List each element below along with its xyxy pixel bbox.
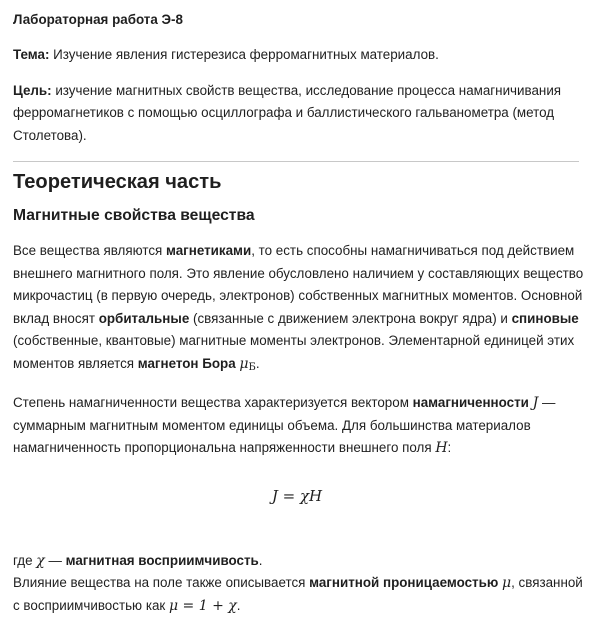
magnetics-paragraph <box>13 240 591 379</box>
topic-label: Тема: <box>13 47 50 62</box>
math-H-symbol: H <box>435 440 448 456</box>
theory-heading: Теоретическая часть <box>13 171 222 193</box>
text-run: Степень намагниченности вещества характеризуется вектором <box>13 395 413 410</box>
math-mu-subscript: Б <box>248 361 256 373</box>
term-spin: спиновые <box>511 310 579 326</box>
permeability-line <box>13 572 591 617</box>
goal-paragraph <box>13 80 591 148</box>
text-run: , связанной с восприимчивостью как <box>13 575 583 613</box>
text-run: . <box>258 552 263 568</box>
text-run: . <box>255 355 260 371</box>
topic-paragraph <box>13 44 591 67</box>
term-magnetization: намагниченности <box>412 395 529 410</box>
math-J-symbol: J <box>532 395 539 411</box>
text-run: (собственные, квантовые) магнитные моменты электронов. Элементарной единицей этих моментов является <box>13 333 575 371</box>
text-run: где <box>13 552 37 568</box>
term-bohr-magneton: магнетон Бора <box>137 355 236 371</box>
text-run: — суммарным магнитным моментом единицы объема. Для большинства материалов намагниченность пропорциональна напряженности внешнего поля <box>13 395 556 455</box>
goal-label: Цель: <box>13 82 52 98</box>
page-title: Лабораторная работа Э-8 <box>13 12 183 27</box>
formula-J-chi-H: J = χH <box>271 486 323 505</box>
magnetic-properties-heading: Магнитные свойства вещества <box>13 207 255 224</box>
math-mu-permeability: μ <box>502 575 512 591</box>
goal-text: изучение магнитных свойств вещества, исследование процесса намагничивания ферромагнетиков с помощью осциллографа и баллистического гальванометра (метод Столетова). <box>13 82 562 143</box>
text-run: Все вещества являются <box>13 243 166 258</box>
math-mu-symbol: μ <box>239 355 249 372</box>
text-run: . <box>236 597 241 613</box>
topic-text: Изучение явления гистерезиса ферромагнитных материалов. <box>49 47 439 62</box>
magnetization-paragraph <box>13 392 591 460</box>
section-divider <box>13 161 579 162</box>
text-run: — <box>44 552 66 568</box>
term-orbital: орбитальные <box>98 310 190 326</box>
term-susceptibility: магнитная восприимчивость <box>65 552 259 568</box>
text-run: (связанные с движением электрона вокруг ядра) и <box>189 310 512 326</box>
text-run: , то есть способны намагничиваться под действием внешнего магнитного поля. Это явление обусловлено наличием у составляющих вещество микрочастиц (в первую очередь, электронов) собственных магнитных моментов. Основной вклад вносят <box>13 243 584 326</box>
text-run: : <box>447 440 452 455</box>
term-magnetics: магнетиками <box>166 243 252 258</box>
math-chi-symbol: χ <box>36 552 45 569</box>
text-run: Влияние вещества на поле также описывается <box>13 575 310 590</box>
susceptibility-line <box>13 550 591 573</box>
susceptibility-paragraph <box>13 550 591 618</box>
term-permeability: магнитной проницаемостью <box>309 575 499 590</box>
math-relation-mu-chi: μ = 1 + χ <box>169 597 237 614</box>
